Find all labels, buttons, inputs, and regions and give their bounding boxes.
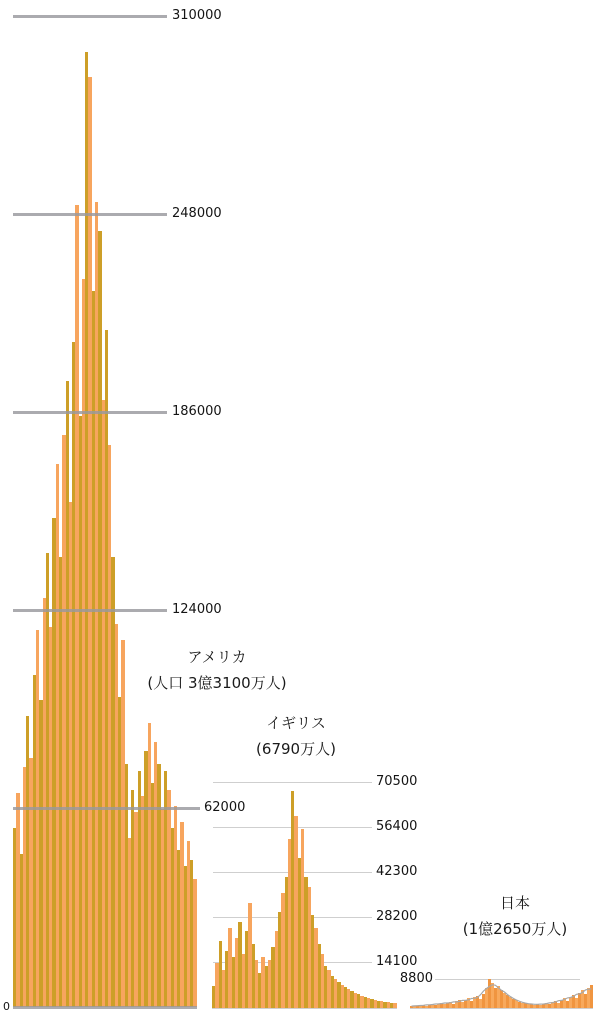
usa-axis-tick-label: 124000 (172, 601, 222, 617)
usa-population: (人口 3億3100万人) (147, 674, 287, 692)
usa-axis-tick-label: 310000 (172, 7, 222, 23)
japan-population: (1億2650万人) (462, 920, 568, 938)
uk-axis-tick-label: 70500 (376, 773, 418, 789)
usa-axis-tick-label: 248000 (172, 205, 222, 221)
japan-average-line (410, 0, 593, 1008)
uk-axis-tick-label: 56400 (376, 818, 418, 834)
usa-axis-tick-label: 62000 (204, 799, 246, 815)
usa-gridline (13, 1006, 197, 1009)
usa-gridline (13, 213, 167, 216)
usa-gridline (13, 15, 167, 18)
chart-uk (212, 0, 397, 1008)
usa-title: アメリカ (187, 648, 247, 666)
usa-axis-tick-label: 186000 (172, 403, 222, 419)
chart-usa (13, 0, 197, 1007)
usa-bar (193, 879, 196, 1007)
uk-title: イギリス (266, 714, 326, 732)
japan-title: 日本 (499, 894, 530, 912)
uk-axis-tick-label: 14100 (376, 953, 418, 969)
uk-country-label (196, 710, 396, 762)
japan-axis-tick-label: 8800 (399, 970, 433, 986)
uk-axis-tick-label: 42300 (376, 863, 418, 879)
usa-gridline (13, 411, 167, 414)
usa-gridline (13, 609, 167, 612)
uk-bar (393, 1003, 396, 1008)
usa-gridline (13, 807, 200, 810)
usa-axis-tick-label: 0 (3, 1000, 10, 1013)
japan-country-label (415, 890, 600, 942)
uk-axis-tick-label: 28200 (376, 908, 418, 924)
uk-population: (6790万人) (256, 740, 336, 758)
usa-country-label (117, 644, 317, 696)
